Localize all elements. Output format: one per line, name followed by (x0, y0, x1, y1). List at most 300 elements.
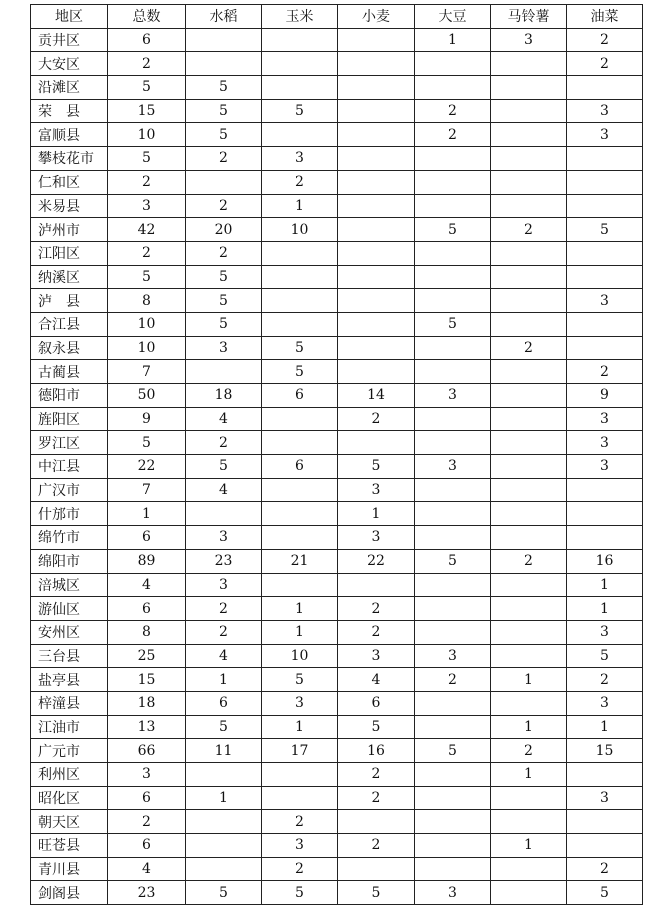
soybean-cell (415, 147, 491, 171)
soybean-cell (415, 526, 491, 550)
crop-variety-table-container (30, 4, 643, 905)
corn-cell: 17 (262, 739, 338, 763)
table-row (31, 763, 643, 787)
corn-cell: 1 (262, 715, 338, 739)
wheat-cell (338, 857, 415, 881)
table-row (31, 76, 643, 100)
corn-cell: 5 (262, 336, 338, 360)
soybean-cell (415, 786, 491, 810)
rice-cell: 11 (186, 739, 262, 763)
soybean-cell (415, 691, 491, 715)
table-header-row (31, 5, 643, 29)
rapeseed-cell: 5 (567, 218, 643, 242)
potato-cell (491, 407, 567, 431)
crop-variety-table (30, 4, 643, 905)
wheat-cell (338, 76, 415, 100)
rapeseed-cell (567, 810, 643, 834)
rapeseed-cell: 5 (567, 881, 643, 905)
potato-cell (491, 810, 567, 834)
potato-cell: 1 (491, 668, 567, 692)
potato-cell (491, 312, 567, 336)
potato-cell (491, 691, 567, 715)
rapeseed-cell: 3 (567, 620, 643, 644)
corn-cell: 6 (262, 384, 338, 408)
corn-cell (262, 786, 338, 810)
total-cell: 4 (108, 857, 186, 881)
rapeseed-cell: 3 (567, 691, 643, 715)
total-cell: 5 (108, 431, 186, 455)
table-row (31, 573, 643, 597)
soybean-cell: 5 (415, 312, 491, 336)
rapeseed-cell (567, 241, 643, 265)
table-body (31, 28, 643, 904)
rapeseed-cell: 2 (567, 28, 643, 52)
wheat-cell (338, 123, 415, 147)
corn-cell (262, 763, 338, 787)
total-cell: 1 (108, 502, 186, 526)
region-cell: 荣 县 (31, 99, 108, 123)
rapeseed-cell (567, 478, 643, 502)
corn-cell: 2 (262, 857, 338, 881)
potato-cell (491, 597, 567, 621)
table-row (31, 289, 643, 313)
potato-cell: 2 (491, 218, 567, 242)
region-cell: 仁和区 (31, 170, 108, 194)
table-row (31, 549, 643, 573)
region-cell: 江油市 (31, 715, 108, 739)
corn-cell: 21 (262, 549, 338, 573)
soybean-cell (415, 810, 491, 834)
potato-cell (491, 194, 567, 218)
soybean-cell (415, 76, 491, 100)
wheat-cell (338, 99, 415, 123)
rice-cell (186, 28, 262, 52)
soybean-cell (415, 573, 491, 597)
rice-cell: 4 (186, 407, 262, 431)
corn-cell (262, 407, 338, 431)
potato-cell: 1 (491, 715, 567, 739)
soybean-cell (415, 265, 491, 289)
corn-cell: 2 (262, 170, 338, 194)
soybean-cell: 2 (415, 99, 491, 123)
potato-cell (491, 620, 567, 644)
soybean-cell: 1 (415, 28, 491, 52)
header-region: 地区 (31, 5, 108, 29)
table-row (31, 455, 643, 479)
potato-cell: 2 (491, 739, 567, 763)
rice-cell (186, 834, 262, 858)
total-cell: 2 (108, 170, 186, 194)
table-row (31, 668, 643, 692)
rapeseed-cell (567, 312, 643, 336)
soybean-cell (415, 620, 491, 644)
soybean-cell (415, 502, 491, 526)
total-cell: 2 (108, 241, 186, 265)
region-cell: 安州区 (31, 620, 108, 644)
potato-cell (491, 573, 567, 597)
region-cell: 旺苍县 (31, 834, 108, 858)
total-cell: 5 (108, 147, 186, 171)
rapeseed-cell (567, 502, 643, 526)
region-cell: 广元市 (31, 739, 108, 763)
corn-cell: 3 (262, 834, 338, 858)
total-cell: 10 (108, 123, 186, 147)
corn-cell: 1 (262, 620, 338, 644)
wheat-cell: 2 (338, 597, 415, 621)
wheat-cell: 14 (338, 384, 415, 408)
soybean-cell: 3 (415, 455, 491, 479)
total-cell: 10 (108, 312, 186, 336)
rice-cell (186, 502, 262, 526)
soybean-cell: 2 (415, 123, 491, 147)
corn-cell (262, 573, 338, 597)
table-row (31, 786, 643, 810)
table-row (31, 384, 643, 408)
region-cell: 泸州市 (31, 218, 108, 242)
region-cell: 德阳市 (31, 384, 108, 408)
total-cell: 42 (108, 218, 186, 242)
rice-cell: 3 (186, 336, 262, 360)
rice-cell: 4 (186, 644, 262, 668)
rice-cell: 2 (186, 241, 262, 265)
total-cell: 6 (108, 526, 186, 550)
wheat-cell (338, 810, 415, 834)
potato-cell (491, 455, 567, 479)
region-cell: 利州区 (31, 763, 108, 787)
potato-cell (491, 857, 567, 881)
table-row (31, 28, 643, 52)
wheat-cell (338, 170, 415, 194)
total-cell: 8 (108, 289, 186, 313)
total-cell: 5 (108, 265, 186, 289)
corn-cell: 10 (262, 218, 338, 242)
table-row (31, 170, 643, 194)
rapeseed-cell (567, 147, 643, 171)
corn-cell (262, 123, 338, 147)
wheat-cell: 5 (338, 881, 415, 905)
potato-cell (491, 526, 567, 550)
region-cell: 三台县 (31, 644, 108, 668)
corn-cell (262, 312, 338, 336)
region-cell: 剑阁县 (31, 881, 108, 905)
rapeseed-cell (567, 526, 643, 550)
soybean-cell (415, 52, 491, 76)
wheat-cell (338, 312, 415, 336)
rice-cell: 2 (186, 620, 262, 644)
header-rapeseed: 油菜 (567, 5, 643, 29)
rice-cell (186, 170, 262, 194)
soybean-cell (415, 194, 491, 218)
total-cell: 4 (108, 573, 186, 597)
wheat-cell: 2 (338, 834, 415, 858)
rapeseed-cell: 3 (567, 431, 643, 455)
rapeseed-cell (567, 834, 643, 858)
corn-cell (262, 52, 338, 76)
table-row (31, 312, 643, 336)
corn-cell (262, 526, 338, 550)
wheat-cell (338, 265, 415, 289)
region-cell: 朝天区 (31, 810, 108, 834)
potato-cell (491, 478, 567, 502)
corn-cell (262, 431, 338, 455)
corn-cell: 5 (262, 881, 338, 905)
total-cell: 3 (108, 763, 186, 787)
soybean-cell (415, 597, 491, 621)
wheat-cell (338, 431, 415, 455)
rapeseed-cell: 3 (567, 407, 643, 431)
table-row (31, 739, 643, 763)
table-row (31, 265, 643, 289)
corn-cell (262, 265, 338, 289)
total-cell: 9 (108, 407, 186, 431)
corn-cell (262, 76, 338, 100)
wheat-cell: 6 (338, 691, 415, 715)
rice-cell (186, 763, 262, 787)
table-row (31, 857, 643, 881)
total-cell: 6 (108, 786, 186, 810)
wheat-cell: 2 (338, 407, 415, 431)
wheat-cell: 2 (338, 620, 415, 644)
total-cell: 8 (108, 620, 186, 644)
corn-cell: 5 (262, 360, 338, 384)
potato-cell (491, 289, 567, 313)
region-cell: 沿滩区 (31, 76, 108, 100)
region-cell: 合江县 (31, 312, 108, 336)
wheat-cell: 22 (338, 549, 415, 573)
soybean-cell: 5 (415, 218, 491, 242)
soybean-cell (415, 407, 491, 431)
total-cell: 2 (108, 810, 186, 834)
corn-cell (262, 28, 338, 52)
rice-cell: 3 (186, 573, 262, 597)
table-row (31, 360, 643, 384)
rice-cell (186, 52, 262, 76)
rice-cell: 4 (186, 478, 262, 502)
rice-cell: 2 (186, 597, 262, 621)
corn-cell: 3 (262, 691, 338, 715)
table-row (31, 620, 643, 644)
table-row (31, 407, 643, 431)
region-cell: 梓潼县 (31, 691, 108, 715)
rice-cell: 5 (186, 881, 262, 905)
rice-cell: 5 (186, 265, 262, 289)
table-row (31, 715, 643, 739)
potato-cell (491, 265, 567, 289)
wheat-cell (338, 52, 415, 76)
table-row (31, 834, 643, 858)
table-row (31, 123, 643, 147)
table-row (31, 218, 643, 242)
region-cell: 青川县 (31, 857, 108, 881)
rapeseed-cell: 16 (567, 549, 643, 573)
corn-cell: 6 (262, 455, 338, 479)
total-cell: 15 (108, 99, 186, 123)
potato-cell: 3 (491, 28, 567, 52)
total-cell: 6 (108, 28, 186, 52)
soybean-cell (415, 170, 491, 194)
table-row (31, 478, 643, 502)
rapeseed-cell: 1 (567, 597, 643, 621)
rice-cell: 5 (186, 289, 262, 313)
potato-cell (491, 786, 567, 810)
table-row (31, 526, 643, 550)
wheat-cell (338, 147, 415, 171)
total-cell: 5 (108, 76, 186, 100)
wheat-cell: 5 (338, 455, 415, 479)
wheat-cell (338, 241, 415, 265)
region-cell: 富顺县 (31, 123, 108, 147)
wheat-cell: 5 (338, 715, 415, 739)
rice-cell: 5 (186, 312, 262, 336)
rapeseed-cell: 3 (567, 99, 643, 123)
rapeseed-cell: 1 (567, 715, 643, 739)
table-row (31, 99, 643, 123)
rapeseed-cell (567, 265, 643, 289)
region-cell: 纳溪区 (31, 265, 108, 289)
total-cell: 6 (108, 597, 186, 621)
table-row (31, 241, 643, 265)
rice-cell: 20 (186, 218, 262, 242)
header-potato: 马铃薯 (491, 5, 567, 29)
soybean-cell: 5 (415, 549, 491, 573)
rice-cell: 1 (186, 786, 262, 810)
rapeseed-cell: 3 (567, 455, 643, 479)
potato-cell (491, 431, 567, 455)
table-row (31, 52, 643, 76)
region-cell: 中江县 (31, 455, 108, 479)
table-row (31, 194, 643, 218)
region-cell: 攀枝花市 (31, 147, 108, 171)
potato-cell (491, 502, 567, 526)
region-cell: 旌阳区 (31, 407, 108, 431)
rice-cell (186, 360, 262, 384)
region-cell: 江阳区 (31, 241, 108, 265)
wheat-cell (338, 194, 415, 218)
region-cell: 贡井区 (31, 28, 108, 52)
corn-cell: 5 (262, 668, 338, 692)
wheat-cell (338, 573, 415, 597)
wheat-cell: 2 (338, 786, 415, 810)
corn-cell (262, 478, 338, 502)
corn-cell: 3 (262, 147, 338, 171)
rapeseed-cell: 15 (567, 739, 643, 763)
header-soybean: 大豆 (415, 5, 491, 29)
wheat-cell (338, 360, 415, 384)
corn-cell (262, 502, 338, 526)
potato-cell: 2 (491, 336, 567, 360)
soybean-cell (415, 336, 491, 360)
rapeseed-cell (567, 170, 643, 194)
soybean-cell (415, 431, 491, 455)
potato-cell (491, 241, 567, 265)
total-cell: 18 (108, 691, 186, 715)
table-row (31, 810, 643, 834)
table-row (31, 881, 643, 905)
region-cell: 古蔺县 (31, 360, 108, 384)
total-cell: 6 (108, 834, 186, 858)
wheat-cell (338, 336, 415, 360)
header-total: 总数 (108, 5, 186, 29)
rice-cell: 5 (186, 715, 262, 739)
soybean-cell: 3 (415, 881, 491, 905)
potato-cell: 2 (491, 549, 567, 573)
rapeseed-cell: 3 (567, 786, 643, 810)
potato-cell: 1 (491, 763, 567, 787)
rapeseed-cell: 3 (567, 289, 643, 313)
region-cell: 罗江区 (31, 431, 108, 455)
potato-cell (491, 52, 567, 76)
region-cell: 绵竹市 (31, 526, 108, 550)
rice-cell: 3 (186, 526, 262, 550)
potato-cell (491, 360, 567, 384)
rice-cell: 2 (186, 194, 262, 218)
region-cell: 绵阳市 (31, 549, 108, 573)
soybean-cell (415, 715, 491, 739)
total-cell: 3 (108, 194, 186, 218)
rapeseed-cell: 5 (567, 644, 643, 668)
region-cell: 涪城区 (31, 573, 108, 597)
total-cell: 15 (108, 668, 186, 692)
rapeseed-cell: 2 (567, 668, 643, 692)
wheat-cell: 16 (338, 739, 415, 763)
rice-cell: 5 (186, 455, 262, 479)
soybean-cell (415, 241, 491, 265)
rice-cell: 5 (186, 76, 262, 100)
total-cell: 13 (108, 715, 186, 739)
table-row (31, 597, 643, 621)
header-wheat: 小麦 (338, 5, 415, 29)
region-cell: 盐亭县 (31, 668, 108, 692)
total-cell: 7 (108, 360, 186, 384)
potato-cell (491, 384, 567, 408)
rapeseed-cell (567, 763, 643, 787)
rapeseed-cell: 1 (567, 573, 643, 597)
rice-cell: 2 (186, 147, 262, 171)
rice-cell: 1 (186, 668, 262, 692)
soybean-cell (415, 478, 491, 502)
soybean-cell: 3 (415, 384, 491, 408)
potato-cell (491, 881, 567, 905)
total-cell: 89 (108, 549, 186, 573)
table-row (31, 431, 643, 455)
header-corn: 玉米 (262, 5, 338, 29)
table-row (31, 691, 643, 715)
soybean-cell: 2 (415, 668, 491, 692)
potato-cell (491, 99, 567, 123)
rapeseed-cell: 2 (567, 857, 643, 881)
rapeseed-cell (567, 194, 643, 218)
rice-cell: 5 (186, 99, 262, 123)
potato-cell (491, 644, 567, 668)
total-cell: 25 (108, 644, 186, 668)
rice-cell: 2 (186, 431, 262, 455)
table-row (31, 644, 643, 668)
rapeseed-cell: 3 (567, 123, 643, 147)
wheat-cell (338, 28, 415, 52)
wheat-cell: 3 (338, 526, 415, 550)
rapeseed-cell: 9 (567, 384, 643, 408)
total-cell: 10 (108, 336, 186, 360)
soybean-cell (415, 834, 491, 858)
soybean-cell (415, 857, 491, 881)
potato-cell (491, 170, 567, 194)
rapeseed-cell: 2 (567, 52, 643, 76)
total-cell: 2 (108, 52, 186, 76)
soybean-cell: 5 (415, 739, 491, 763)
corn-cell: 1 (262, 194, 338, 218)
wheat-cell (338, 289, 415, 313)
rice-cell: 6 (186, 691, 262, 715)
